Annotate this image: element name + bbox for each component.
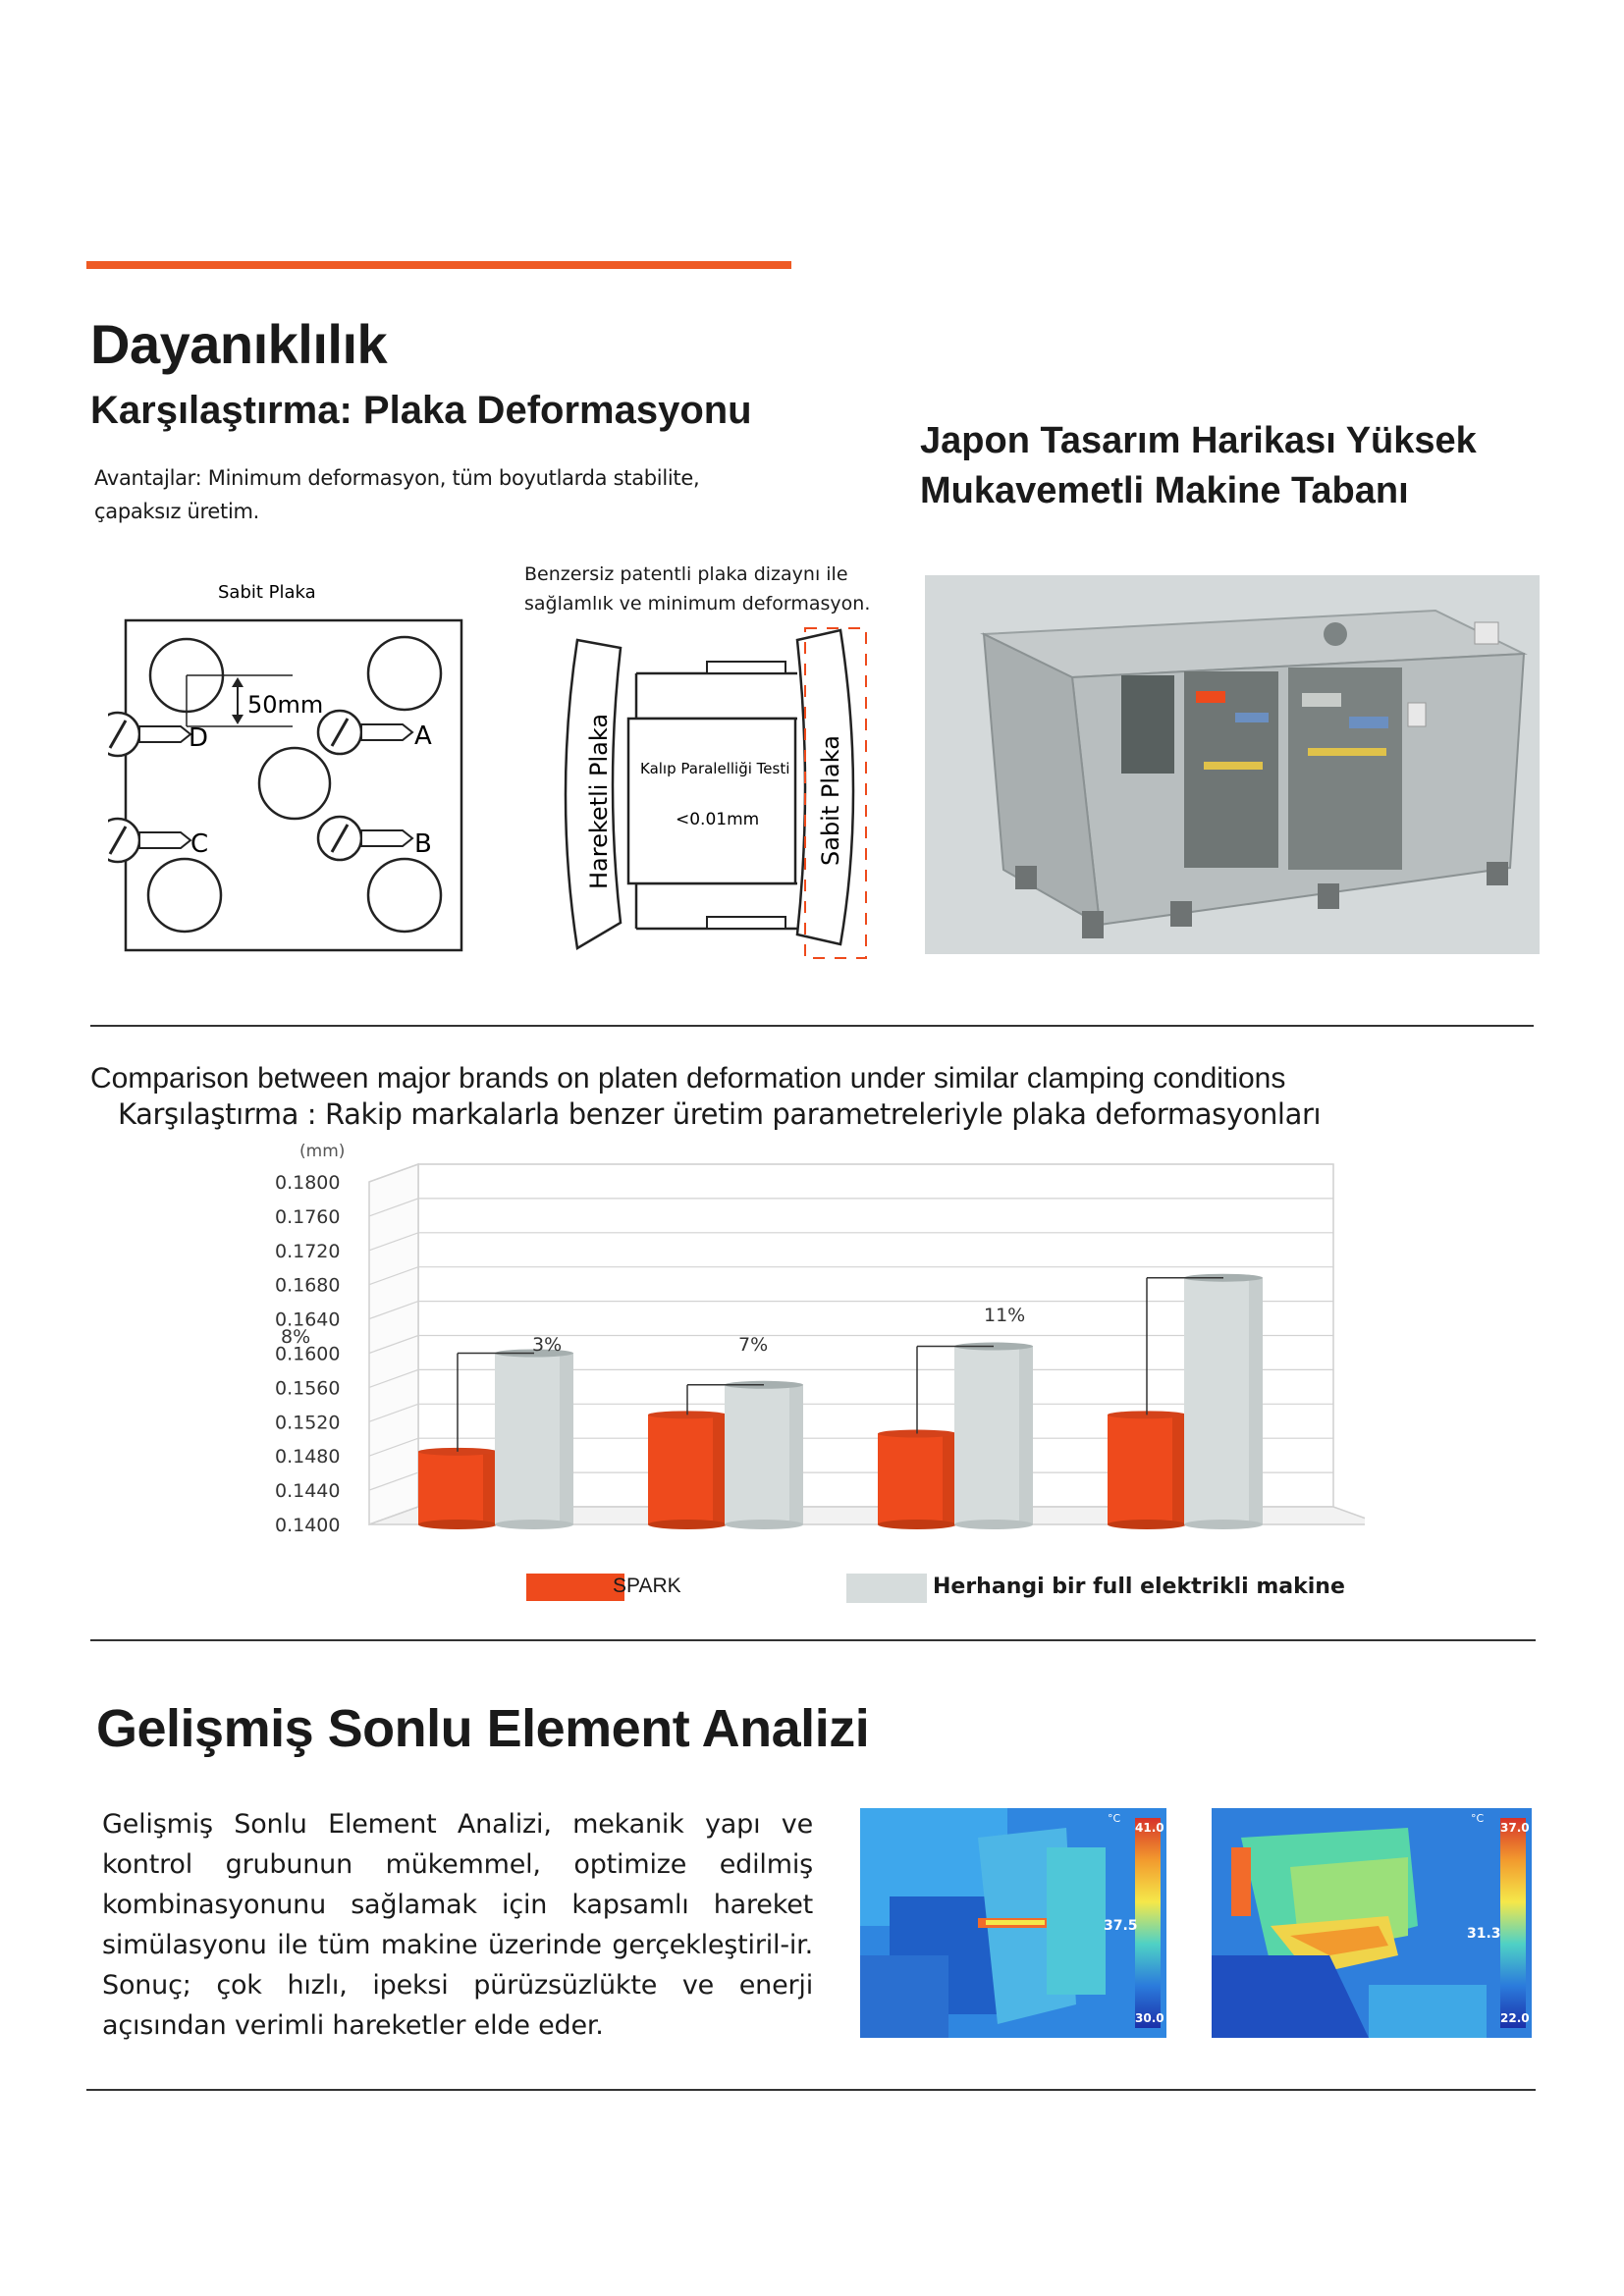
plate-label: Sabit Plaka bbox=[218, 582, 316, 603]
section-subtitle: Karşılaştırma: Plaka Deformasyonu bbox=[90, 389, 752, 432]
difference-label: 8% bbox=[281, 1326, 311, 1348]
thermal-image-1 bbox=[860, 1808, 1166, 2038]
difference-label: 3% bbox=[532, 1334, 563, 1356]
platen-caption-line-2: sağlamlık ve minimum deformasyon. bbox=[524, 593, 871, 614]
center-hole bbox=[259, 748, 330, 819]
tie-bar-hole-bl bbox=[148, 859, 221, 932]
advantages-text bbox=[94, 461, 699, 528]
dial-gauge-icon bbox=[318, 711, 412, 754]
parallelism-test-label: Kalıp Paralelliği Testi bbox=[640, 760, 790, 777]
section-title-durability: Dayanıklılık bbox=[90, 313, 388, 375]
thermal-2-min: 22.0 bbox=[1500, 2011, 1530, 2025]
machine-base-image bbox=[925, 575, 1540, 954]
y-tick-label: 0.1680 bbox=[275, 1274, 341, 1297]
platen-caption-line-1: Benzersiz patentli plaka dizaynı ile bbox=[524, 563, 848, 585]
platen-diagram bbox=[550, 618, 884, 962]
mould-block bbox=[628, 719, 795, 883]
fea-description: Gelişmiş Sonlu Element Analizi, mekanik yapı ve kontrol grubunun mükemmel, optimize edilmiş kombinasyonunu sağlamak için kapsamlı hareket simülasyonu ile tüm makine üzerinde gerçekleştiril-ir. Sonuç; çok hızlı, ipeksi pürüzsüzlükte ve enerji açısından verimli hareketler elde eder. bbox=[102, 1809, 813, 2041]
y-tick-label: 0.1520 bbox=[275, 1412, 341, 1434]
y-tick-label: 0.1760 bbox=[275, 1205, 341, 1228]
bar-spark bbox=[878, 1430, 956, 1529]
legend-label-other: Herhangi bir full elektrikli makine bbox=[933, 1575, 1345, 1599]
thermal-1-max: 41.0 bbox=[1135, 1821, 1164, 1835]
tie-bar-hole-br bbox=[368, 859, 441, 932]
thermal-1-reading: 37.5 bbox=[1104, 1918, 1138, 1934]
thermal-2-reading: 31.3 bbox=[1467, 1926, 1501, 1942]
bar-spark bbox=[648, 1411, 727, 1529]
advantages-line-1: Avantajlar: Minimum deformasyon, tüm boyutlarda stabilite, bbox=[94, 466, 700, 490]
dial-gauge-icon bbox=[318, 817, 412, 860]
dial-gauge-icon bbox=[108, 819, 190, 862]
point-a-label: A bbox=[414, 721, 432, 751]
y-tick-label: 0.1400 bbox=[275, 1515, 341, 1536]
section-title-fea: Gelişmiş Sonlu Element Analizi bbox=[96, 1699, 870, 1758]
y-tick-label: 0.1800 bbox=[275, 1172, 341, 1194]
comparison-title-tr: Karşılaştırma : Rakip markalarla benzer üretim parametreleriyle plaka deformasyonları bbox=[118, 1097, 1322, 1131]
tie-bar-hole-tr bbox=[368, 637, 441, 710]
section-divider bbox=[86, 2089, 1536, 2091]
parallelism-test-value: <0.01mm bbox=[676, 810, 760, 829]
accent-bar bbox=[86, 261, 791, 269]
advantages-line-2: çapaksız üretim. bbox=[94, 500, 260, 523]
bar-other bbox=[1184, 1274, 1263, 1529]
section-divider bbox=[90, 1025, 1534, 1027]
plate-diagram bbox=[108, 569, 481, 962]
platen-caption bbox=[524, 560, 870, 618]
y-tick-label: 0.1600 bbox=[275, 1343, 341, 1365]
difference-label: 7% bbox=[738, 1334, 769, 1356]
distance-label: 50mm bbox=[247, 691, 324, 719]
machine-base-title bbox=[920, 416, 1477, 516]
bar-other bbox=[954, 1343, 1033, 1529]
thermal-1-min: 30.0 bbox=[1135, 2011, 1164, 2025]
y-tick-label: 0.1640 bbox=[275, 1308, 341, 1331]
point-c-label: C bbox=[190, 829, 209, 859]
machine-base-title-line-1: Japon Tasarım Harikası Yüksek bbox=[920, 420, 1477, 461]
y-axis-unit: (mm) bbox=[299, 1142, 346, 1161]
y-tick-label: 0.1720 bbox=[275, 1240, 341, 1262]
point-b-label: B bbox=[414, 829, 432, 859]
machine-base-title-line-2: Mukavemetli Makine Tabanı bbox=[920, 470, 1409, 511]
legend-label-spark: SPARK bbox=[613, 1575, 681, 1597]
thermal-2-unit: °C bbox=[1471, 1812, 1485, 1825]
bar-spark bbox=[1108, 1411, 1186, 1529]
plate-outline bbox=[126, 620, 461, 950]
fixed-plate-label: Sabit Plaka bbox=[817, 735, 844, 866]
legend-swatch-other bbox=[846, 1574, 927, 1603]
thermal-1-unit: °C bbox=[1108, 1812, 1121, 1825]
difference-label: 11% bbox=[984, 1305, 1026, 1326]
comparison-title-en: Comparison between major brands on platen deformation under similar clamping conditions bbox=[90, 1062, 1286, 1095]
deformation-chart bbox=[245, 1139, 1365, 1571]
dial-gauge-icon bbox=[108, 713, 190, 756]
y-tick-label: 0.1560 bbox=[275, 1377, 341, 1400]
y-tick-label: 0.1440 bbox=[275, 1480, 341, 1503]
bar-other bbox=[725, 1381, 803, 1529]
bar-other bbox=[495, 1350, 573, 1530]
bar-spark bbox=[418, 1448, 497, 1529]
moving-plate-label: Hareketli Plaka bbox=[585, 713, 613, 889]
y-tick-label: 0.1480 bbox=[275, 1446, 341, 1468]
y-axis-ticks bbox=[275, 1172, 340, 1536]
thermal-2-max: 37.0 bbox=[1500, 1821, 1530, 1835]
section-divider bbox=[90, 1639, 1536, 1641]
thermal-image-2 bbox=[1212, 1808, 1532, 2038]
point-d-label: D bbox=[189, 723, 209, 753]
legend-swatch-spark bbox=[526, 1574, 624, 1601]
